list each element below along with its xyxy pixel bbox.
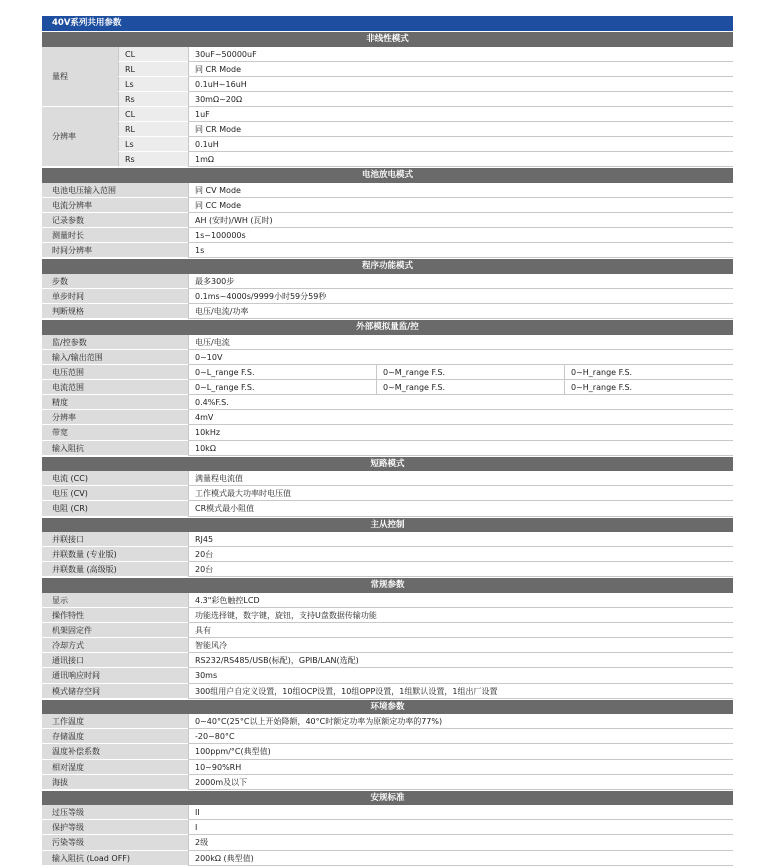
section-header-analog: 外部模拟量监/控: [42, 319, 733, 335]
sub-value: 同 CR Mode: [188, 122, 733, 137]
table-row: [42, 471, 733, 486]
row-value: 电压/电流: [188, 335, 733, 350]
group-label: 分辨率: [42, 107, 118, 167]
row-value: 100ppm/°C(典型值): [188, 744, 733, 759]
row-value: 1s: [188, 243, 733, 258]
sub-value: 30uF~50000uF: [188, 47, 733, 62]
sub-row: [118, 47, 733, 62]
row-label: 通讯响应时间: [42, 668, 188, 683]
row-label: 输入/输出范围: [42, 350, 188, 365]
sub-row: [118, 62, 733, 77]
range-high: 0~H_range F.S.: [564, 380, 733, 395]
row-value: CR模式最小阻值: [188, 501, 733, 516]
row-label: 机架固定件: [42, 623, 188, 638]
sub-row: [118, 122, 733, 137]
sub-row: [118, 152, 733, 167]
row-label: 冷却方式: [42, 638, 188, 653]
table-row: [42, 714, 733, 729]
row-value: 30ms: [188, 668, 733, 683]
row-value: 0~40°C(25°C以上开始降额，40°C时额定功率为原额定功率的77%): [188, 714, 733, 729]
table-row: [42, 425, 733, 440]
sub-label: Rs: [118, 152, 188, 167]
range-low: 0~L_range F.S.: [188, 380, 376, 395]
row-label: 时间分辨率: [42, 243, 188, 258]
row-label: 监/控参数: [42, 335, 188, 350]
row-label: 并联接口: [42, 532, 188, 547]
sub-label: Ls: [118, 77, 188, 92]
spec-table: [42, 16, 733, 866]
table-row: [42, 729, 733, 744]
row-label: 步数: [42, 274, 188, 289]
sub-label: RL: [118, 62, 188, 77]
table-row: [42, 350, 733, 365]
table-row: [42, 638, 733, 653]
row-value: 4.3"彩色触控LCD: [188, 593, 733, 608]
row-value: 最多300步: [188, 274, 733, 289]
row-value: RJ45: [188, 532, 733, 547]
section-header-short: 短路模式: [42, 456, 733, 472]
row-value: 同 CV Mode: [188, 183, 733, 198]
table-row: [42, 623, 733, 638]
table-row: [42, 289, 733, 304]
range-mid: 0~M_range F.S.: [376, 365, 564, 380]
row-label: 精度: [42, 395, 188, 410]
table-row: [42, 820, 733, 835]
table-row: [42, 547, 733, 562]
row-value: I: [188, 820, 733, 835]
row-value: 满量程电流值: [188, 471, 733, 486]
row-label: 相对湿度: [42, 760, 188, 775]
row-value: 10kHz: [188, 425, 733, 440]
row-value: 0.4%F.S.: [188, 395, 733, 410]
row-value: 10~90%RH: [188, 760, 733, 775]
row-label: 单步时间: [42, 289, 188, 304]
row-label: 污染等级: [42, 835, 188, 850]
table-row: [42, 744, 733, 759]
row-label: 记录参数: [42, 213, 188, 228]
row-value: 具有: [188, 623, 733, 638]
row-value: 0~10V: [188, 350, 733, 365]
row-label: 保护等级: [42, 820, 188, 835]
sub-value: 0.1uH~16uH: [188, 77, 733, 92]
row-value: 300组用户自定义设置，10组OCP设置，10组OPP设置，1组默认设置，1组出厂设置: [188, 684, 733, 699]
section-header-master: 主从控制: [42, 517, 733, 533]
row-label: 工作温度: [42, 714, 188, 729]
sub-value: 同 CR Mode: [188, 62, 733, 77]
group-label: 量程: [42, 47, 118, 107]
row-label: 模式储存空间: [42, 684, 188, 699]
row-label: 电阻 (CR): [42, 501, 188, 516]
section-header-battery: 电池放电模式: [42, 167, 733, 183]
sub-label: RL: [118, 122, 188, 137]
sub-row: [118, 107, 733, 122]
sub-value: 1mΩ: [188, 152, 733, 167]
table-row: [42, 851, 733, 866]
row-value: AH (安时)/WH (瓦时): [188, 213, 733, 228]
table-row: [42, 228, 733, 243]
sub-label: Rs: [118, 92, 188, 107]
row-label: 并联数量 (专业版): [42, 547, 188, 562]
row-label: 海拔: [42, 775, 188, 790]
section-header-program: 程序功能模式: [42, 258, 733, 274]
row-label: 存储温度: [42, 729, 188, 744]
sub-row: [118, 137, 733, 152]
row-label: 电流分辨率: [42, 198, 188, 213]
table-row: [42, 562, 733, 577]
table-row: [42, 213, 733, 228]
row-value: 智能风冷: [188, 638, 733, 653]
row-label: 输入阻抗: [42, 441, 188, 456]
row-label: 电压 (CV): [42, 486, 188, 501]
row-value: 4mV: [188, 410, 733, 425]
range-high: 0~H_range F.S.: [564, 365, 733, 380]
table-row: [42, 304, 733, 319]
sub-label: Ls: [118, 137, 188, 152]
sub-value: 1uF: [188, 107, 733, 122]
section-header-nonlinear: 非线性模式: [42, 31, 733, 47]
row-label: 温度补偿系数: [42, 744, 188, 759]
table-row: [42, 835, 733, 850]
sub-label: CL: [118, 107, 188, 122]
group-range: [42, 47, 733, 107]
row-label: 电流范围: [42, 380, 188, 395]
table-row: [42, 760, 733, 775]
row-label: 并联数量 (高级版): [42, 562, 188, 577]
row-value: 1s~100000s: [188, 228, 733, 243]
row-label: 通讯接口: [42, 653, 188, 668]
table-row: [42, 441, 733, 456]
table-title: 40V系列共用参数: [42, 16, 733, 31]
table-row: [42, 532, 733, 547]
section-header-general: 常规参数: [42, 577, 733, 593]
range-mid: 0~M_range F.S.: [376, 380, 564, 395]
row-label: 分辨率: [42, 410, 188, 425]
row-label: 过压等级: [42, 805, 188, 820]
sub-label: CL: [118, 47, 188, 62]
row-value: 20台: [188, 547, 733, 562]
table-row: [42, 410, 733, 425]
section-header-safety: 安规标准: [42, 790, 733, 806]
table-row: [42, 593, 733, 608]
row-label: 电流 (CC): [42, 471, 188, 486]
table-row: [42, 668, 733, 683]
row-label: 输入阻抗 (Load OFF): [42, 851, 188, 866]
table-row: [42, 501, 733, 516]
sub-value: 0.1uH: [188, 137, 733, 152]
row-value: RS232/RS485/USB(标配)，GPIB/LAN(选配): [188, 653, 733, 668]
table-row: [42, 775, 733, 790]
row-label: 操作特性: [42, 608, 188, 623]
row-value: 2000m及以下: [188, 775, 733, 790]
row-value: 200kΩ (典型值): [188, 851, 733, 866]
row-value: 电压/电流/功率: [188, 304, 733, 319]
sub-value: 30mΩ~20Ω: [188, 92, 733, 107]
row-value: 0.1ms~4000s/9999小时59分59秒: [188, 289, 733, 304]
group-resolution: [42, 107, 733, 167]
table-row: [42, 380, 733, 395]
table-row: [42, 274, 733, 289]
table-row: [42, 243, 733, 258]
row-value: 20台: [188, 562, 733, 577]
row-value: 同 CC Mode: [188, 198, 733, 213]
table-row: [42, 335, 733, 350]
table-row: [42, 486, 733, 501]
row-label: 测量时长: [42, 228, 188, 243]
row-value: II: [188, 805, 733, 820]
sub-row: [118, 77, 733, 92]
table-row: [42, 395, 733, 410]
table-row: [42, 653, 733, 668]
row-label: 电池电压输入范围: [42, 183, 188, 198]
row-value: 10kΩ: [188, 441, 733, 456]
table-row: [42, 183, 733, 198]
table-row: [42, 805, 733, 820]
range-low: 0~L_range F.S.: [188, 365, 376, 380]
table-row: [42, 684, 733, 699]
row-label: 判断规格: [42, 304, 188, 319]
row-value: 2级: [188, 835, 733, 850]
row-label: 电压范围: [42, 365, 188, 380]
row-value: -20~80°C: [188, 729, 733, 744]
row-value: 工作模式最大功率时电压值: [188, 486, 733, 501]
sub-row: [118, 92, 733, 107]
row-value: 功能选择键，数字键，旋钮，支持U盘数据传输功能: [188, 608, 733, 623]
table-row: [42, 198, 733, 213]
table-row: [42, 365, 733, 380]
row-label: 显示: [42, 593, 188, 608]
section-header-env: 环境参数: [42, 699, 733, 715]
table-row: [42, 608, 733, 623]
row-label: 带宽: [42, 425, 188, 440]
